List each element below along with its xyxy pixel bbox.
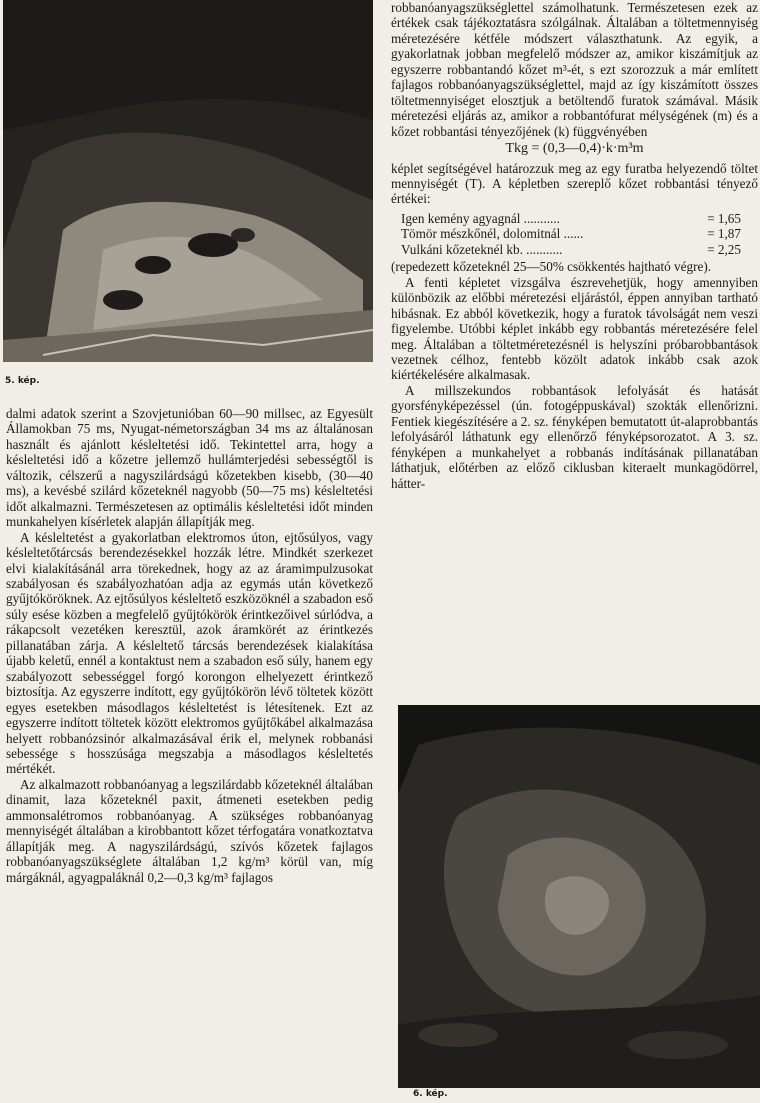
factor-label: Igen kemény agyagnál ...........: [401, 210, 560, 226]
paragraph: képlet segítségével határozzuk meg az egy furatba helyezendő töltet mennyiségét (T). A képletben szereplő kőzet robbantási tényező értékei:: [391, 160, 758, 207]
paragraph: (repedezett kőzeteknél 25—50% csökkentés hajtható végre).: [391, 259, 712, 275]
right-column: [391, 0, 758, 491]
paragraph: A késleltetést a gyakorlatban elektromos úton, ejtősúlyos, vagy késleltetőtárcsás berendezésekkel hozzák létre. Mindkét szerkezet elvi kialakításánál arra törekednek, hogy az az áramimpulzusokat szabályosan és szabályozhatóan adja az egymás után következő gyűjtóköröknek. Az ejtősúlyos késleltető eszközöknél a szabadon eső súly esése közben a megfelelő gyűjtókörök érintkezőivel súrlódva, a rákapcsolt vezetéken keresztül, azok áramkörét az érintkezés pillanatában zárja. A késleltető tárcsás berendezések kialakítása újabb keletű, ennél a kontaktust nem a szabadon eső súly, hanem egy szabályozott sebességgel forgó korongon elhelyezett érintkező biztosítja. Az egyszerre indított, egy gyűjtókörön lévő töltetek között egyes esetekben másodlagos késleltetést is létesítenek. Ezt az egyszerre indított töltetek között elektromos gyűjtőkábel alkalmazása helyett robbanózsinór alkalmazásával érik el, melynek robbanási sebessége s hosszúsága megszabja a másodlagos késleltetés mértékét.: [6, 529, 373, 777]
paragraph: Az alkalmazott robbanóanyag a legszilárdabb kőzeteknél általában dinamit, laza kőzeteknél paxit, átmeneti esetekben pedig ammonsalétromos robbanóanyag. A szükséges robbanóanyag mennyiségét általában a kirobbantott kőzet térfogatára vonatkoztatva állapítják meg. A nagyszilárdságú, szívós kőzetek fajlagos robbanóanyagszükséglete általában 1,2 kg/m³ körül van, míg márgáknál, agyagpaláknál 0,2—0,3 kg/m³ fajlagos: [6, 776, 373, 885]
factor-value: = 2,25: [707, 241, 741, 257]
figure-5-caption: 5. kép.: [5, 376, 40, 386]
paragraph: dalmi adatok szerint a Szovjetunióban 60—90 millsec, az Egyesült Államokban 75 ms, Nyugat-németországban 34 ms az általánosan használt és ajánlott késleltetési idő. Tekintettel arra, hogy a késleltetési idő a kőzetre jellemző hullámterjedési sebességtől is változik, célszerű a nagyszilárdságú kőzetekben kisebb, (30—40 ms), a kevésbé szilárd kőzeteknél nagyobb (50—75 ms) késleltetési időt alkalmazni. Természetesen az optimális késleltetési időt minden munkahelyen kísérletek alapján állapítják meg.: [6, 406, 373, 530]
left-column: [6, 406, 373, 885]
factor-value-row: [401, 242, 741, 257]
photo-quarry-blast: [3, 0, 373, 362]
paragraph: A millszekundos robbantások lefolyását és hatását gyorsfényképezéssel (ún. fotogéppuskával) szokták ellenőrizni. Fentiek kiegészítésére a 2. sz. fényképen bemutatott út-alaprobbantás lefolyásáról láthatunk egy ellenőrző fényképsorozatot. A 3. sz. fényképen a munkahelyet a robbanás indításának pillanatában láthatjuk, előtérben az előző ciklusban kiteraelt munkagödörrel, hátter-: [391, 382, 758, 491]
formula: Tkg = (0,3—0,4)·k·m³m: [505, 141, 644, 157]
photo-blast-moment: [398, 705, 760, 1088]
photo-6-image: [398, 705, 760, 1088]
factor-value: = 1,65: [707, 210, 741, 226]
factor-label: Vulkáni kőzeteknél kb. ...........: [401, 241, 563, 257]
figure-6-caption: 6. kép.: [413, 1089, 448, 1099]
factor-value-list: [401, 211, 741, 257]
factor-value: = 1,87: [707, 226, 741, 242]
factor-value-row: [401, 226, 741, 241]
factor-label: Tömör mészkőnél, dolomitnál ......: [401, 226, 584, 242]
paragraph: robbanóanyagszükséglettel számolhatunk. Természetesen ezek az értékek csak tájékoztatásra szólgálnak. Általában a töltetmennyiség méretezésére kétféle módszert választhatunk. Az egyik, a gyakorlatnak jobban megfelelő módszer az, amikor kiszámítjuk az egyszerre robbantandó kőzet m³-ét, s ezt szorozzuk a már említett fajlagos robbanóanyagszükséglettel, majd az így kiszámított összes töltetmennyiséget elosztjuk a betöltendő furatok számával. Másik méretezési eljárás az, amikor a robbantófurat mélységének (m) és a kőzet robbantási tényezőjének (k) függvényében: [391, 0, 758, 139]
factor-value-row: [401, 211, 741, 226]
paragraph: A fenti képletet vizsgálva észrevehetjük, hogy amennyiben különbözik az előbbi méretezési eljárástól, éppen annyiban tartható hibásnak. Ez abból következik, hogy a furatok távolságát nem veszi figyelembe. Utóbbi képlet inkább egy robbantás méretezésére felel meg. Általában a töltetméretezésnél is helyszíni próbarobbantások vezetnek célhoz, fentebb közölt adatok inkább csak azok kiértékelésére alkalmasak.: [391, 274, 758, 383]
photo-5-image: [3, 0, 373, 362]
